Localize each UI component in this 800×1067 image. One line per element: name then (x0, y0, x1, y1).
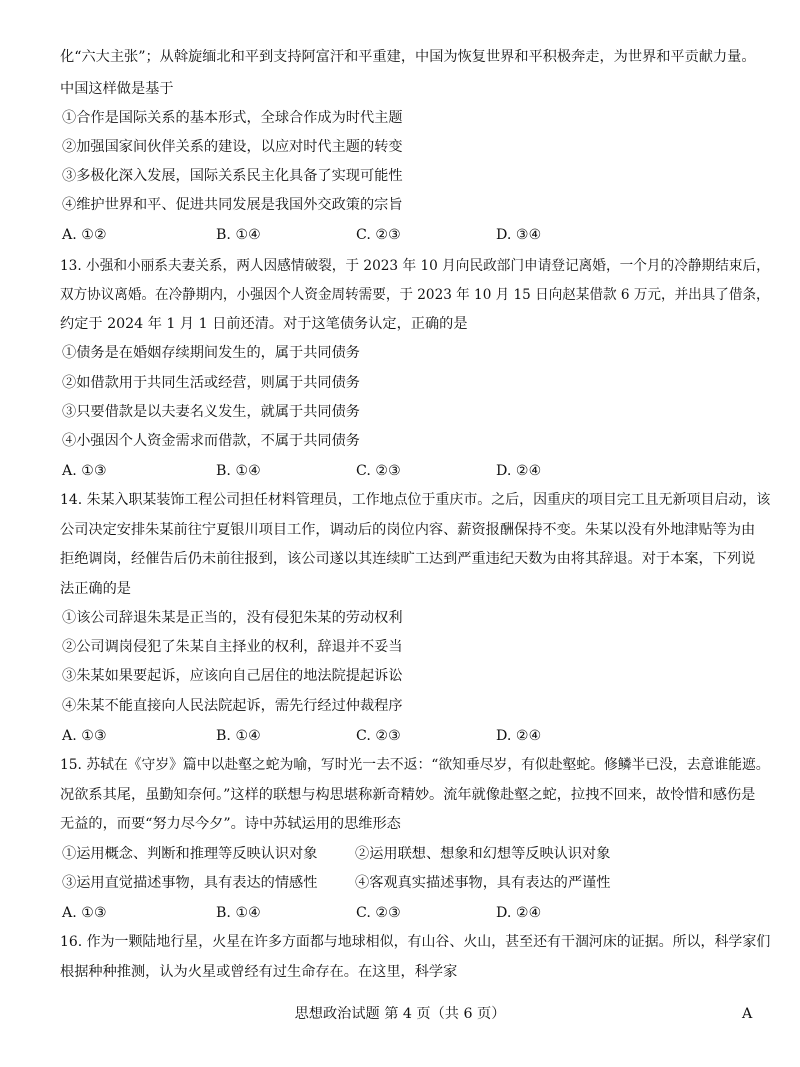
option-d: D. ②④ (496, 905, 542, 921)
statement-row (62, 844, 762, 864)
question-16-line: 16. 作为一颗陆地行星，火星在许多方面都与地球相似，有山谷、火山，甚至还有干涸河床的证据。所以，科学家们 (60, 934, 771, 950)
statement-item: ②加强国家间伙伴关系的建设，以应对时代主题的转变 (62, 139, 403, 155)
question-16-line: 根据种种推测，认为火星或曾经有过生命存在。在这里，科学家 (60, 964, 458, 980)
option-d: D. ②④ (496, 463, 542, 479)
statement-item: ②运用联想、想象和幻想等反映认识对象 (355, 846, 611, 862)
option-a: A. ①③ (62, 463, 107, 479)
option-c: C. ②③ (356, 227, 401, 243)
option-d: D. ③④ (496, 227, 542, 243)
statement-item: ②公司调岗侵犯了朱某自主择业的权利，辞退并不妥当 (62, 639, 403, 655)
statement-item: ④朱某不能直接向人民法院起诉，需先行经过仲裁程序 (62, 698, 403, 714)
option-b: B. ①④ (216, 227, 261, 243)
option-c: C. ②③ (356, 463, 401, 479)
question-13-line: 13. 小强和小丽系夫妻关系，两人因感情破裂，于 2023 年 10 月向民政部门申请登记离婚，一个月的冷静期结束后， (60, 258, 770, 274)
answer-options (62, 726, 762, 746)
question-13-line: 约定于 2024 年 1 月 1 日前还清。对于这笔债务认定，正确的是 (60, 316, 468, 332)
option-a: A. ①③ (62, 728, 107, 744)
question-14-line: 拒绝调岗，经催告后仍未前往报到，该公司遂以其连续旷工达到严重违纪天数为由将其辞退。对于本案，下列说 (60, 551, 756, 567)
statement-item: ②如借款用于共同生活或经营，则属于共同债务 (62, 375, 360, 391)
answer-options (62, 225, 762, 245)
option-b: B. ①④ (216, 728, 261, 744)
statement-row (62, 873, 762, 893)
statement-item: ③多极化深入发展，国际关系民主化具备了实现可能性 (62, 168, 403, 184)
text-line: 中国这样做是基于 (60, 81, 174, 97)
question-14-line: 法正确的是 (60, 581, 131, 597)
option-d: D. ②④ (496, 728, 542, 744)
statement-item: ④小强因个人资金需求而借款，不属于共同债务 (62, 433, 360, 449)
option-c: C. ②③ (356, 728, 401, 744)
statement-item: ③朱某如果要起诉，应该向自己居住的地法院提起诉讼 (62, 668, 403, 684)
paper-version-label: A (742, 1006, 753, 1022)
answer-options (62, 461, 762, 481)
question-13-line: 双方协议离婚。在冷静期内，小强因个人资金周转需要，于 2023 年 10 月 15 日向赵某借款 6 万元，并出具了借条， (60, 287, 770, 303)
statement-item: ①合作是国际关系的基本形式，全球合作成为时代主题 (62, 110, 403, 126)
statement-item: ③运用直觉描述事物，具有表达的情感性 (62, 875, 318, 891)
question-14-line: 公司决定安排朱某前往宁夏银川项目工作，调动后的岗位内容、薪资报酬保持不变。朱某以没有外地津贴等为由 (60, 522, 756, 538)
statement-item: ④维护世界和平、促进共同发展是我国外交政策的宗旨 (62, 197, 403, 213)
question-15-line: 15. 苏轼在《守岁》篇中以赴壑之蛇为喻，写时光一去不返：“欲知垂尽岁，有似赴壑蛇。修鳞半已没，去意谁能遮。 (60, 757, 770, 773)
option-a: A. ①③ (62, 905, 107, 921)
text-line: 化“六大主张”；从斡旋缅北和平到支持阿富汗和平重建，中国为恢复世界和平积极奔走，为世界和平贡献力量。 (60, 49, 756, 65)
option-c: C. ②③ (356, 905, 401, 921)
answer-options (62, 903, 762, 923)
statement-item: ①该公司辞退朱某是正当的，没有侵犯朱某的劳动权利 (62, 610, 403, 626)
question-14-line: 14. 朱某入职某装饰工程公司担任材料管理员，工作地点位于重庆市。之后，因重庆的项目完工且无新项目启动，该 (60, 492, 771, 508)
page-footer: 思想政治试题 第 4 页（共 6 页） (294, 1006, 506, 1022)
statement-item: ①债务是在婚姻存续期间发生的，属于共同债务 (62, 345, 360, 361)
statement-item: ③只要借款是以夫妻名义发生，就属于共同债务 (62, 404, 360, 420)
statement-item: ①运用概念、判断和推理等反映认识对象 (62, 846, 318, 862)
option-b: B. ①④ (216, 905, 261, 921)
statement-item: ④客观真实描述事物，具有表达的严谨性 (355, 875, 611, 891)
question-15-line: 无益的，而要“努力尽今夕”。诗中苏轼运用的思维形态 (60, 816, 401, 832)
option-b: B. ①④ (216, 463, 261, 479)
option-a: A. ①② (62, 227, 107, 243)
question-15-line: 况欲系其尾，虽勤知奈何。”这样的联想与构思堪称新奇精妙。流年就像赴壑之蛇，拉拽不回来，故怜惜和感伤是 (60, 787, 756, 803)
